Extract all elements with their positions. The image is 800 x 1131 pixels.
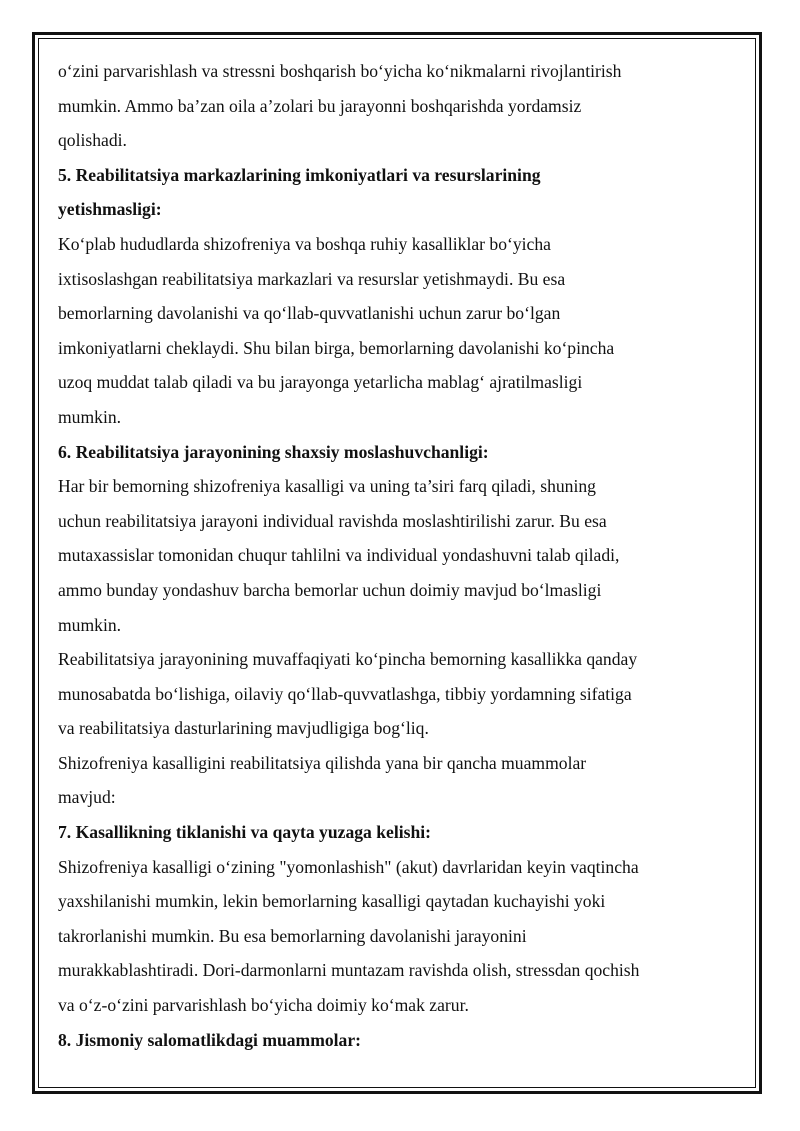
paragraph-line: va reabilitatsiya dasturlarining mavjudligiga bog‘liq.: [58, 718, 429, 739]
paragraph-line: Har bir bemorning shizofreniya kasalligi va uning ta’siri farq qiladi, shuning: [58, 476, 596, 497]
paragraph-line: mumkin. Ammo ba’zan oila a’zolari bu jarayonni boshqarishda yordamsiz: [58, 95, 582, 116]
document-body: [58, 54, 738, 1057]
paragraph-line: murakkablashtiradi. Dori-darmonlarni muntazam ravishda olish, stressdan qochish: [58, 960, 640, 981]
paragraph-line: Reabilitatsiya jarayonining muvaffaqiyati ko‘pincha bemorning kasallikka qanday: [58, 649, 638, 670]
paragraph-line: mumkin.: [58, 406, 122, 427]
paragraph-line: mutaxassislar tomonidan chuqur tahlilni va individual yondashuvni talab qiladi,: [58, 545, 620, 566]
paragraph-line: Shizofreniya kasalligi o‘zining "yomonlashish" (akut) davrlaridan keyin vaqtincha: [58, 856, 639, 877]
section-heading-line: 7. Kasallikning tiklanishi va qayta yuzaga kelishi:: [58, 822, 431, 843]
paragraph-line: yaxshilanishi mumkin, lekin bemorlarning kasalligi qaytadan kuchayishi yoki: [58, 891, 606, 912]
paragraph-line: ammo bunday yondashuv barcha bemorlar uchun doimiy mavjud bo‘lmasligi: [58, 579, 602, 600]
paragraph-line: munosabatda bo‘lishiga, oilaviy qo‘llab-quvvatlashga, tibbiy yordamning sifatiga: [58, 683, 632, 704]
paragraph-line: ixtisoslashgan reabilitatsiya markazlari va resurslar yetishmaydi. Bu esa: [58, 268, 566, 289]
paragraph-line: Ko‘plab hududlarda shizofreniya va boshqa ruhiy kasalliklar bo‘yicha: [58, 233, 551, 254]
paragraph-line: takrorlanishi mumkin. Bu esa bemorlarning davolanishi jarayonini: [58, 925, 527, 946]
paragraph-line: uzoq muddat talab qiladi va bu jarayonga yetarlicha mablag‘ ajratilmasligi: [58, 372, 583, 393]
paragraph-line: imkoniyatlarni cheklaydi. Shu bilan birga, bemorlarning davolanishi ko‘pincha: [58, 337, 615, 358]
section-heading-line: yetishmasligi:: [58, 199, 162, 220]
paragraph-line: bemorlarning davolanishi va qo‘llab-quvvatlanishi uchun zarur bo‘lgan: [58, 303, 561, 324]
paragraph-line: Shizofreniya kasalligini reabilitatsiya qilishda yana bir qancha muammolar: [58, 752, 587, 773]
paragraph-line: va o‘z-o‘zini parvarishlash bo‘yicha doimiy ko‘mak zarur.: [58, 995, 469, 1016]
paragraph-line: qolishadi.: [58, 130, 127, 151]
paragraph-line: uchun reabilitatsiya jarayoni individual ravishda moslashtirilishi zarur. Bu esa: [58, 510, 607, 531]
section-heading-line: 5. Reabilitatsiya markazlarining imkoniyatlari va resurslarining: [58, 164, 541, 185]
section-heading-line: 6. Reabilitatsiya jarayonining shaxsiy moslashuvchanligi:: [58, 441, 489, 462]
paragraph-line: mumkin.: [58, 614, 122, 635]
paragraph-line: o‘zini parvarishlash va stressni boshqarish bo‘yicha ko‘nikmalarni rivojlantirish: [58, 61, 622, 81]
paragraph-line: mavjud:: [58, 787, 116, 808]
section-heading-line: 8. Jismoniy salomatlikdagi muammolar:: [58, 1029, 362, 1050]
